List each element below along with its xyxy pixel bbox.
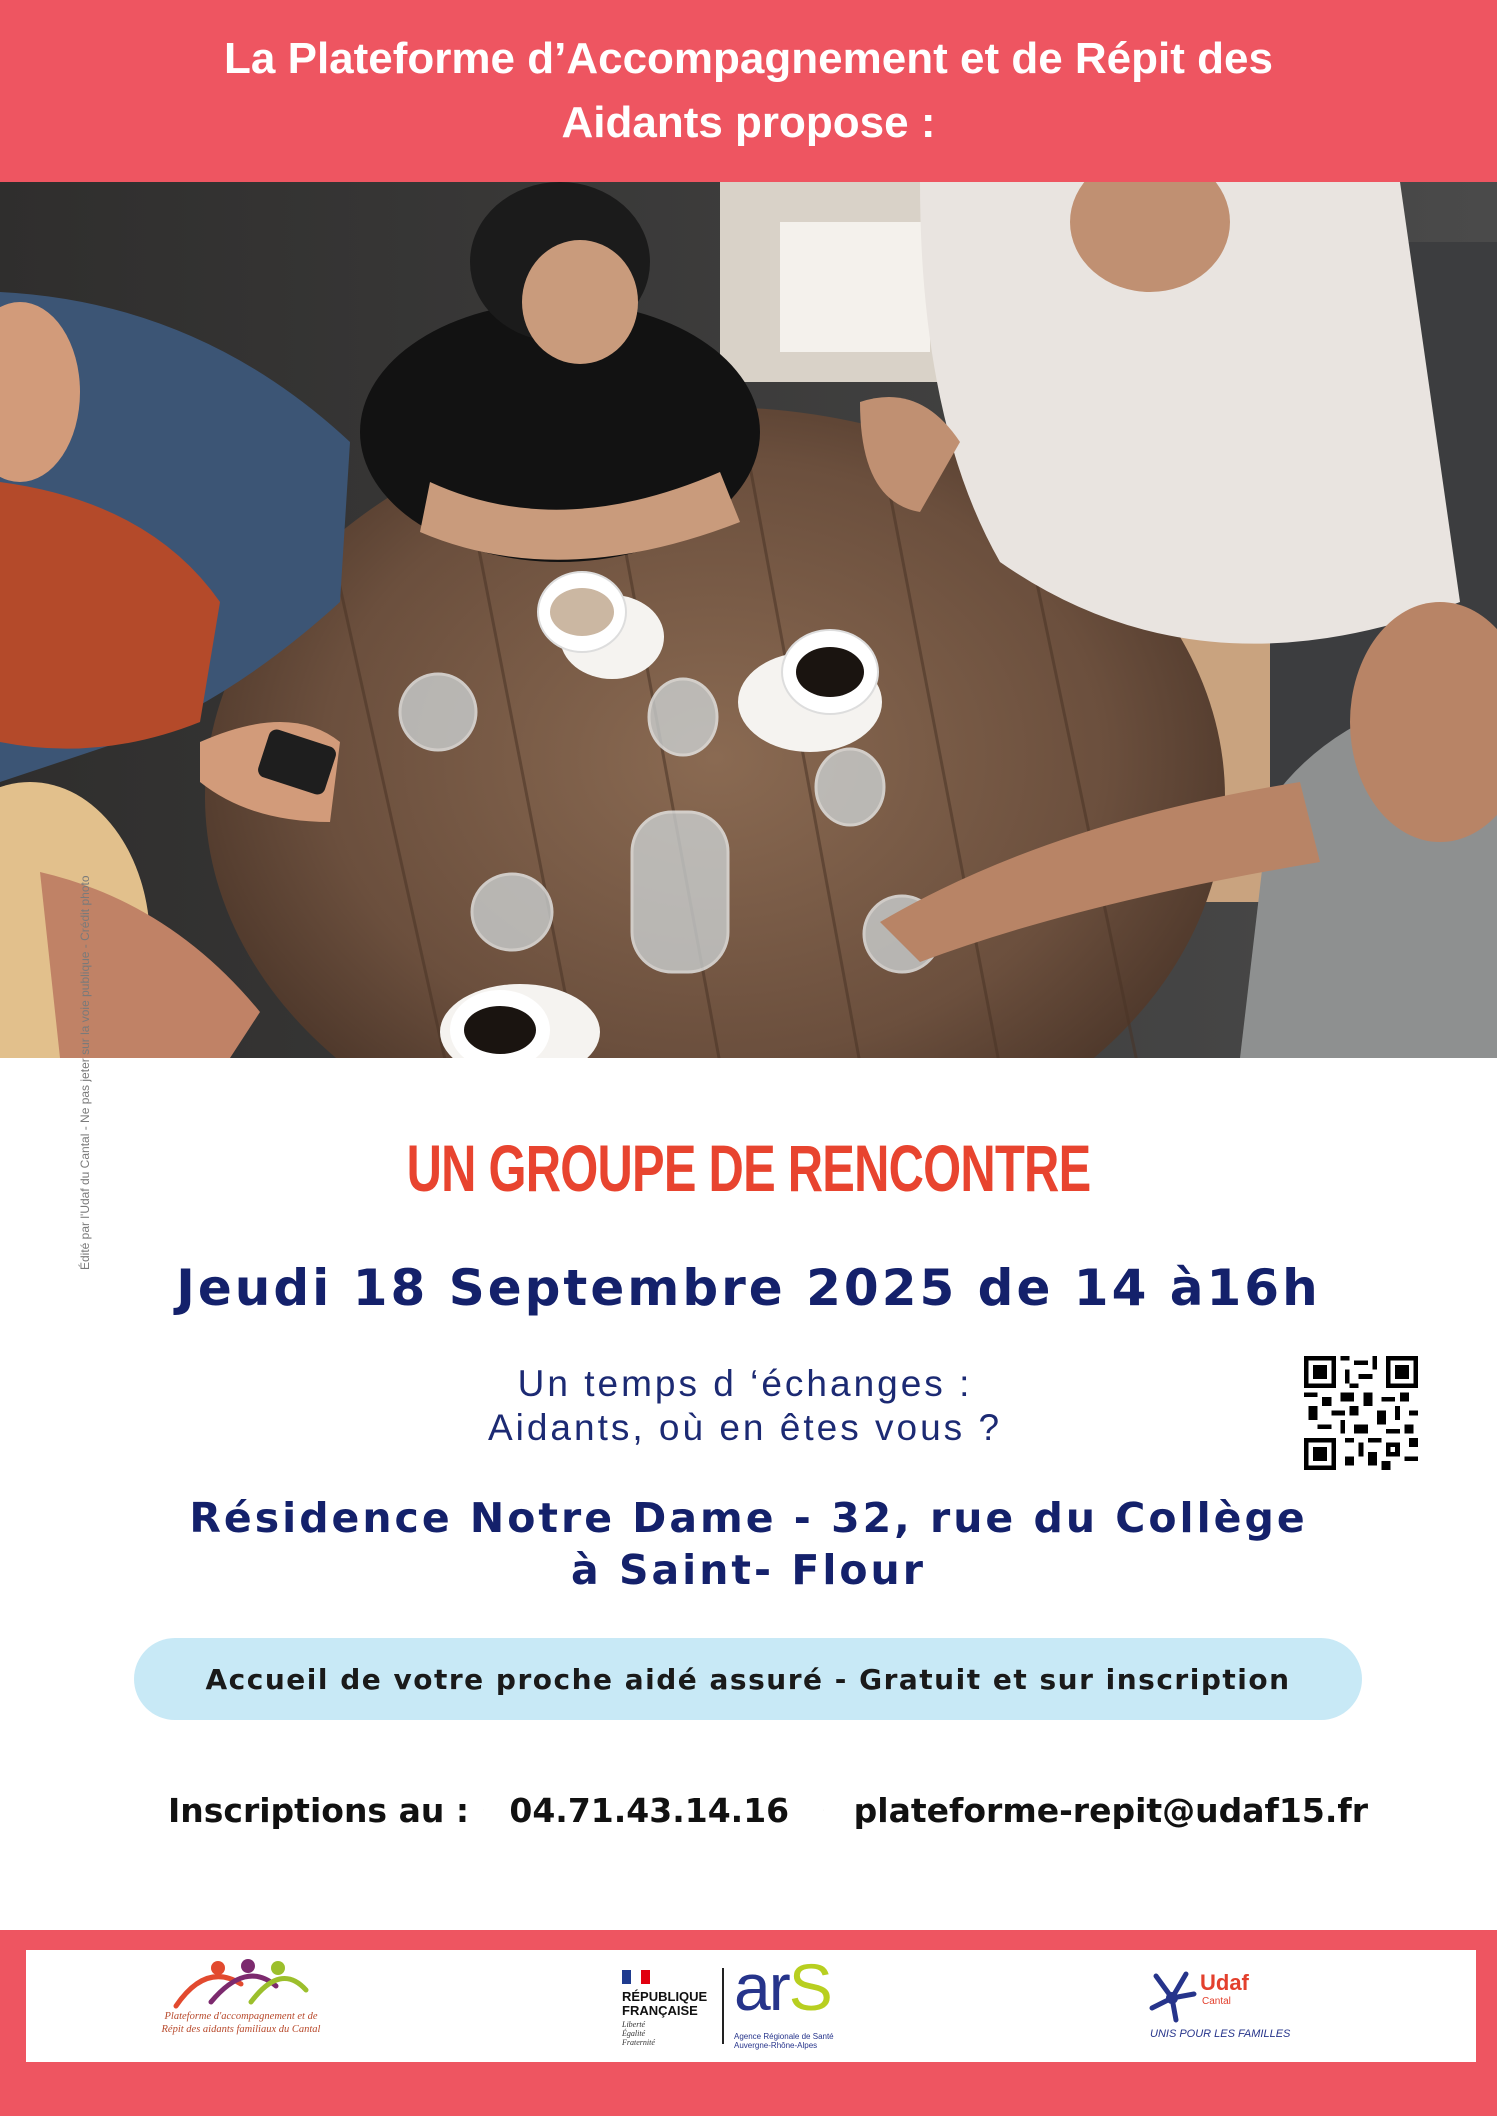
- rf-motto-line1: Liberté: [622, 2020, 646, 2029]
- header-banner: [0, 0, 1497, 182]
- udaf-tagline: UNIS POUR LES FAMILLES: [1150, 2028, 1291, 2040]
- ars-wordmark-s: S: [788, 1950, 831, 2024]
- ars-logo: [734, 1950, 894, 2054]
- rf-name-line1: RÉPUBLIQUE: [622, 1989, 708, 2004]
- qr-code[interactable]: [1304, 1356, 1418, 1470]
- udaf-logo: [1146, 1968, 1296, 2048]
- envelope-icon: [823, 1787, 824, 1833]
- rf-motto-line3: Fraternité: [622, 2038, 655, 2047]
- ars-tagline: [734, 2032, 904, 2050]
- ars-wordmark: [734, 1952, 831, 2022]
- udaf-wordmark: Udaf: [1200, 1970, 1249, 1995]
- platform-logo-text: Plateforme d'accompagnement et de Répit des aidants familiaux du Cantal: [161, 2011, 321, 2035]
- ars-wordmark-ar: ar: [734, 1950, 789, 2024]
- info-banner-text: Accueil de votre proche aidé assuré - Gratuit et sur inscription: [205, 1662, 1291, 1696]
- event-address-line2: à Saint- Flour: [571, 1546, 926, 1594]
- header-title-line2: Aidants propose :: [561, 98, 936, 147]
- event-subtitle-line2: Aidants, où en êtes vous ?: [487, 1407, 1003, 1448]
- rf-name-line2: FRANÇAISE: [622, 2003, 698, 2018]
- event-subtitle-line1: Un temps d ‘échanges :: [517, 1363, 973, 1404]
- contact-email-link[interactable]: plateforme-repit@udaf15.fr: [853, 1790, 1368, 1830]
- platform-logo-figures: [156, 1956, 326, 2012]
- event-address: [0, 1492, 1497, 1596]
- rf-motto-line2: Égalité: [622, 2029, 646, 2038]
- contact-phone-link[interactable]: 04.71.43.14.16: [509, 1790, 790, 1830]
- footer-logos-panel: [26, 1950, 1476, 2062]
- ars-tagline-line1: Agence Régionale de Santé: [734, 2032, 834, 2041]
- footer-banner: [0, 1930, 1497, 2116]
- header-title-line1: La Plateforme d’Accompagnement et de Répit des: [224, 34, 1273, 83]
- header-title: [224, 27, 1273, 155]
- rf-name: [622, 1990, 742, 2018]
- ars-tagline-line2: Auvergne-Rhône-Alpes: [734, 2041, 818, 2050]
- rf-motto: [622, 2020, 742, 2047]
- hero-photo-illustration: [0, 182, 1497, 1058]
- side-credit: Édité par l'Udaf du Cantal - Ne pas jeter sur la voie publique - Crédit photo: [78, 875, 92, 1270]
- contact-row: [168, 1780, 1368, 1840]
- french-flag-icon: [622, 1970, 650, 1984]
- event-kicker-title: UN GROUPE DE RENCONTRE: [406, 1131, 1091, 1205]
- hero-photo-people-at-cafe-table: [0, 182, 1497, 1058]
- contact-label: Inscriptions au :: [168, 1790, 470, 1830]
- event-address-line1: Résidence Notre Dame - 32, rue du Collège: [189, 1494, 1308, 1542]
- udaf-subtitle: Cantal: [1202, 1996, 1231, 2007]
- udaf-logo-symbol: [1146, 1968, 1198, 2024]
- platform-logo: [156, 1956, 326, 2056]
- event-date: Jeudi 18 Septembre 2025 de 14 à16h: [176, 1259, 1321, 1317]
- logo-divider: [722, 1968, 724, 2044]
- event-subtitle: [330, 1362, 1160, 1450]
- republique-francaise-logo: [622, 1964, 744, 2052]
- info-banner: [134, 1638, 1362, 1720]
